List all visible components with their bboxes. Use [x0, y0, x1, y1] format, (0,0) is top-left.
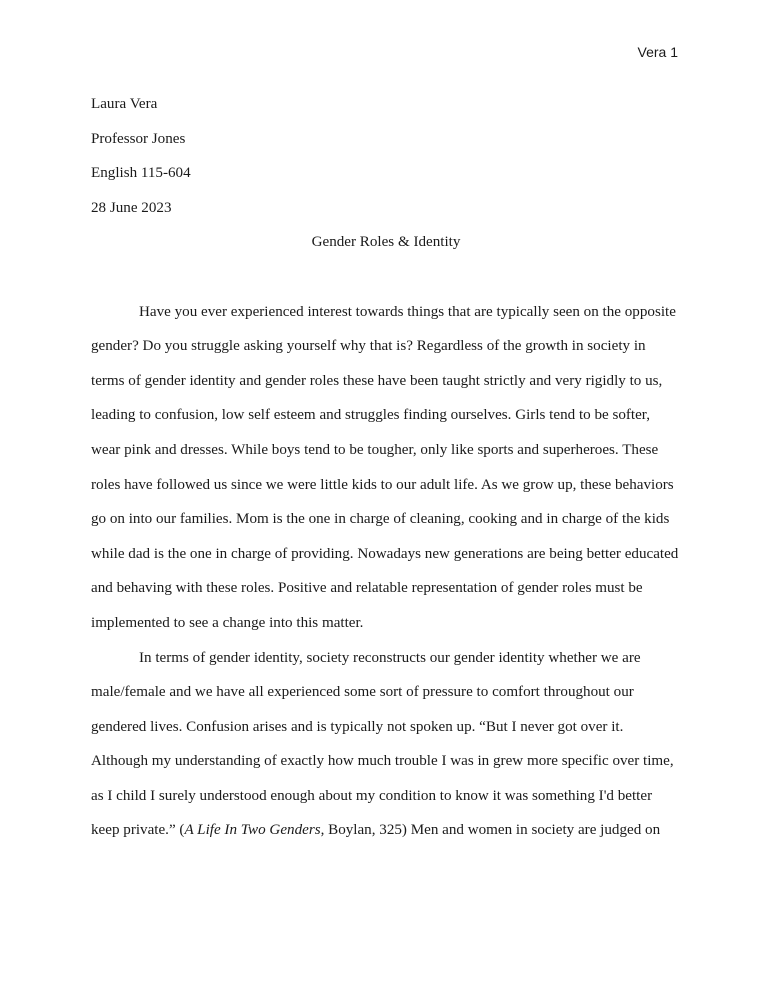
citation-suffix: , Boylan, 325) Men and women in society are judged on	[320, 822, 661, 839]
date: 28 June 2023	[91, 199, 172, 216]
citation-prefix: keep private.” (	[91, 822, 185, 839]
paragraph-line: and behaving with these roles. Positive and relatable representation of gender roles must be	[91, 580, 643, 597]
paragraph-line: roles have followed us since we were little kids to our adult life. As we grow up, these behaviors	[91, 476, 674, 493]
paragraph-line: as I child I surely understood enough about my condition to know it was something I'd better	[91, 787, 653, 804]
paragraph-line: implemented to see a change into this matter.	[91, 614, 364, 631]
paragraph-line: wear pink and dresses. While boys tend to be tougher, only like sports and superheroes. These	[91, 441, 659, 458]
professor-name: Professor Jones	[91, 130, 186, 147]
course-name: English 115-604	[91, 165, 191, 182]
paragraph-1	[91, 295, 681, 641]
paragraph-line: In terms of gender identity, society reconstructs our gender identity whether we are	[139, 649, 641, 666]
paragraph-line: leading to confusion, low self esteem and struggles finding ourselves. Girls tend to be softer,	[91, 407, 651, 424]
essay-title: Gender Roles & Identity	[311, 234, 461, 251]
student-name: Laura Vera	[91, 96, 158, 112]
paragraph-2	[91, 641, 681, 849]
paragraph-line: gendered lives. Confusion arises and is typically not spoken up. “But I never got over it.	[91, 718, 624, 735]
blank-line	[91, 260, 681, 295]
paragraph-line: while dad is the one in charge of providing. Nowadays new generations are being better educated	[91, 545, 679, 562]
paragraph-line: terms of gender identity and gender roles these have been taught strictly and very rigidly to us,	[91, 372, 663, 389]
document-body	[91, 87, 681, 848]
running-head: Vera 1	[637, 44, 678, 60]
paragraph-line: male/female and we have all experienced some sort of pressure to comfort throughout our	[91, 684, 634, 701]
paragraph-line: go on into our families. Mom is the one in charge of cleaning, cooking and in charge of the kids	[91, 511, 670, 528]
paragraph-line: Although my understanding of exactly how much trouble I was in grew more specific over time,	[91, 753, 674, 770]
paragraph-line	[91, 813, 681, 848]
paragraph-line: Have you ever experienced interest towards things that are typically seen on the opposite	[139, 303, 676, 320]
paragraph-line: gender? Do you struggle asking yourself why that is? Regardless of the growth in society in	[91, 338, 646, 355]
book-title: A Life In Two Genders	[184, 822, 321, 839]
